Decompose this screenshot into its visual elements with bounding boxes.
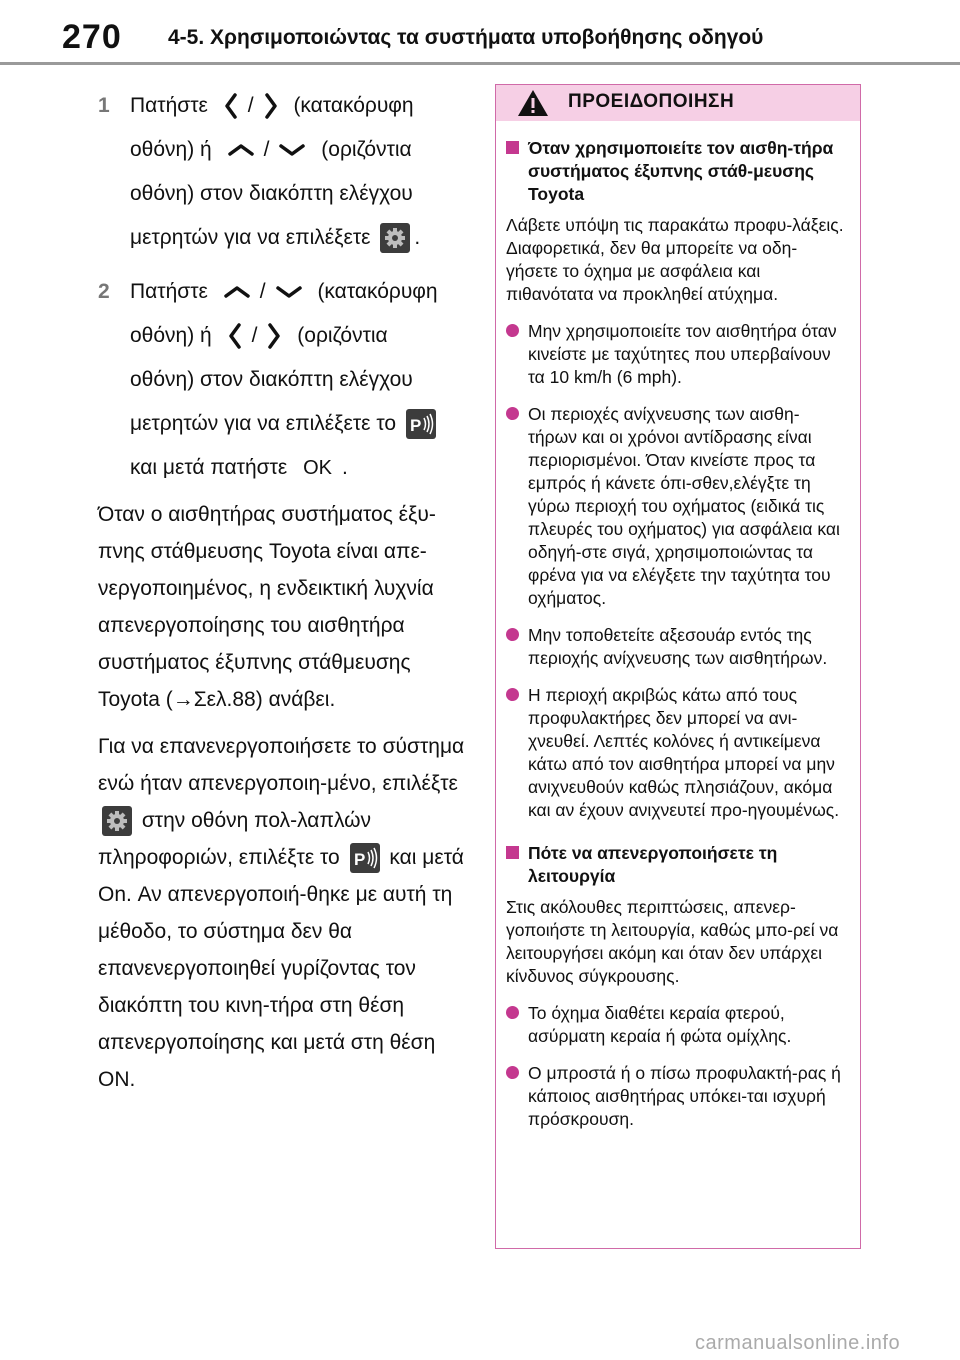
step-number: 2 — [98, 280, 110, 303]
paragraph-reactivate: Για να επανενεργοποιήσετε το σύστημα ενώ ήταν απενεργοποιη-μένο, επιλέξτε στην οθόνη πολ-λαπλών πληροφοριών, επιλέξτε το P και μετά On. Αν απενεργοποιή-θηκε με αυτή τη μέθοδο, το σύστημα δεν θα επανενεργοποιηθεί γυρίζοντας τον διακόπτη του κινη-τήρα στη θέση απενεργοποίησης και μετά στη θέση ON. — [98, 735, 465, 1091]
warning-section-heading: Πότε να απενεργοποιήσετε τη λειτουργία — [506, 842, 844, 888]
site-watermark: carmanualsonline.info — [695, 1332, 901, 1354]
warning-section-text: Λάβετε υπόψη τις παρακάτω προφυ-λάξεις. Διαφορετικά, δεν θα μπορείτε να οδη-γήσετε το όχημα με ασφάλεια και πιθανότατα να προκληθεί ατύχημα. — [506, 215, 844, 304]
chevron-left-icon — [224, 93, 238, 119]
svg-text:P: P — [409, 416, 422, 436]
step-2: 2 Πατήστε / (κατακόρυφη οθόνη) ή / (οριζόντια οθόνη) στον διακόπτη ελέγχου μετρητών για να επιλέξετε το P και μετά πατήστε OK . — [98, 270, 468, 490]
header-divider — [0, 62, 960, 65]
round-bullet-icon — [506, 324, 519, 337]
chevron-right-icon — [267, 323, 281, 349]
list-item: Οι περιοχές ανίχνευσης των αισθη-τήρων και οι χρόνοι αντίδρασης είναι περιορισμένοι. Όταν κινείστε προς τα εμπρός ή κάνετε όπι-σθεν,ελέγξτε τη γύρω περιοχή του οχήματος (ειδικά τις πλευρές του οχήματος) για ασφάλεια και οδηγή-στε σιγά, χρησιμοποιώντας τα φρένα για να ελέγξετε την ταχύτητα του οχήματος. — [506, 403, 844, 610]
chevron-up-icon — [224, 285, 250, 299]
round-bullet-icon — [506, 1006, 519, 1019]
round-bullet-icon — [506, 407, 519, 420]
warning-header — [496, 85, 860, 121]
chevron-down-icon — [279, 143, 305, 157]
chevron-up-icon — [228, 143, 254, 157]
parking-sensor-icon — [406, 409, 436, 439]
main-content — [98, 84, 468, 1098]
chevron-down-icon — [276, 285, 302, 299]
step-number: 1 — [98, 94, 110, 117]
warning-title: ΠΡΟΕΙΔΟΠΟΙΗΣΗ — [568, 91, 735, 112]
chevron-left-icon — [228, 323, 242, 349]
warning-triangle-icon — [516, 88, 550, 123]
parking-sensor-icon — [350, 843, 380, 873]
list-item: Μην τοποθετείτε αξεσουάρ εντός της περιοχής ανίχνευσης των αισθητήρων. — [506, 624, 844, 670]
chevron-right-icon — [264, 93, 278, 119]
list-item: Το όχημα διαθέτει κεραία φτερού, ασύρματη κεραία ή φώτα ομίχλης. — [506, 1002, 844, 1048]
list-item: Η περιοχή ακριβώς κάτω από τους προφυλακτήρες δεν μπορεί να ανι-χνευθεί. Λεπτές κολόνες ή αντικείμενα κάτω από τον αισθητήρα μπορεί να μην ανιχνευθούν καθώς πλησιάζουν, ακόμα και αν έχουν ανιχνευτεί προ-ηγουμένως. — [506, 684, 844, 822]
warning-section-text: Στις ακόλουθες περιπτώσεις, απενερ-γοποιήστε τη λειτουργία, καθώς μπο-ρεί να λειτουργήσει ακόμη και όταν δεν υπάρχει κίνδυνος σύγκρουσης. — [506, 897, 839, 986]
ok-button-glyph: OK — [303, 457, 332, 479]
warning-body — [496, 121, 860, 1131]
gear-icon — [380, 223, 410, 253]
gear-icon — [102, 806, 132, 836]
page-number: 270 — [62, 18, 122, 56]
list-item: Ο μπροστά ή ο πίσω προφυλακτή-ρας ή κάποιος αισθητήρας υπόκει-ται ισχυρή πρόσκρουση. — [506, 1062, 844, 1131]
round-bullet-icon — [506, 688, 519, 701]
section-title: 4-5. Χρησιμοποιώντας τα συστήματα υποβοήθησης οδηγού — [168, 26, 764, 49]
round-bullet-icon — [506, 628, 519, 641]
step-1: 1 Πατήστε / (κατακόρυφη οθόνη) ή / (οριζόντια οθόνη) στον διακόπτη ελέγχου μετρητών για να επιλέξετε . — [98, 84, 468, 260]
square-bullet-icon — [506, 141, 519, 154]
warning-section-heading: Όταν χρησιμοποιείτε τον αισθη-τήρα συστήματος έξυπνης στάθ-μευσης Toyota — [506, 137, 844, 206]
page-header — [0, 0, 960, 66]
svg-text:P: P — [353, 850, 365, 870]
paragraph-indicator: Όταν ο αισθητήρας συστήματος έξυ-πνης στάθμευσης Toyota είναι απε-νεργοποιημένος, η ενδεικτική λυχνία απενεργοποίησης του αισθητήρα συστήματος έξυπνης στάθμευσης Toyota (→Σελ.88) ανάβει. — [98, 503, 436, 711]
round-bullet-icon — [506, 1066, 519, 1079]
warning-box — [495, 84, 861, 1249]
list-item: Μην χρησιμοποιείτε τον αισθητήρα όταν κινείστε με ταχύτητες που υπερβαίνουν τα 10 km/h (6 mph). — [506, 320, 844, 389]
square-bullet-icon — [506, 846, 519, 859]
